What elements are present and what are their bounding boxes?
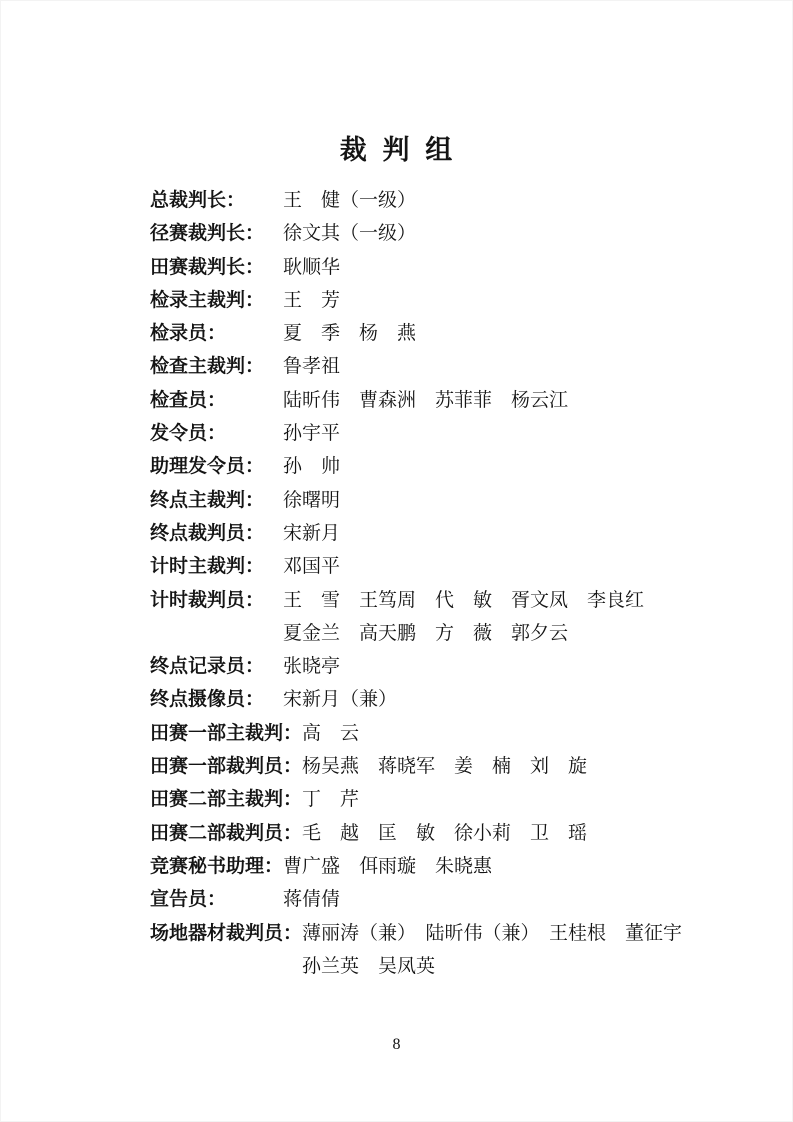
role-names	[283, 850, 492, 883]
names-line: 邓国平	[283, 556, 341, 578]
page-number: 8	[392, 1036, 401, 1053]
role-label: 总裁判长：	[150, 190, 246, 211]
role-names	[283, 650, 340, 683]
names-line: 孙 帅	[283, 456, 341, 478]
roster-row	[150, 417, 730, 450]
names-line: 孙兰英 吴凤英	[302, 955, 436, 977]
names-line: 耿顺华	[283, 256, 341, 278]
role-names	[283, 284, 340, 317]
names-line: 王 雪 王笃周 代 敏 胥文凤 李良红	[283, 589, 645, 611]
role-names	[283, 517, 340, 550]
roster-row	[150, 883, 730, 916]
names-line: 徐文其（一级）	[283, 223, 417, 245]
role-label: 终点摄像员：	[150, 689, 265, 711]
names-line: 宋新月（兼）	[283, 689, 398, 711]
role-label: 检录员：	[150, 323, 227, 345]
role-label: 竞赛秘书助理：	[150, 855, 284, 877]
names-line: 高 云	[302, 722, 360, 744]
page-title: 裁 判 组	[339, 135, 454, 165]
roster-row	[150, 317, 730, 350]
roster-row	[150, 584, 730, 651]
roster-row	[150, 517, 730, 550]
roster-row	[150, 450, 730, 483]
roster-row	[150, 783, 730, 816]
role-names	[283, 317, 416, 350]
names-line: 薄丽涛（兼） 陆昕伟（兼） 王桂根 董征宇	[302, 922, 683, 944]
role-names	[283, 450, 340, 483]
role-label: 宣告员：	[150, 889, 227, 911]
role-names	[283, 384, 568, 417]
role-names	[283, 683, 397, 716]
roster-row	[150, 850, 730, 883]
names-line: 宋新月	[283, 522, 341, 544]
roster	[150, 184, 730, 983]
role-label: 计时主裁判：	[150, 556, 265, 578]
roster-row	[150, 650, 730, 683]
role-names	[283, 550, 340, 583]
role-names	[302, 717, 359, 750]
role-label: 终点主裁判：	[150, 489, 265, 511]
role-label: 田赛裁判长：	[150, 256, 265, 278]
role-label: 终点记录员：	[150, 656, 265, 678]
role-label: 检查主裁判：	[150, 356, 265, 378]
role-names	[283, 251, 340, 284]
names-line: 王 芳	[283, 289, 341, 311]
roster-row	[150, 384, 730, 417]
roster-row	[150, 484, 730, 517]
role-names	[283, 417, 340, 450]
role-label: 场地器材裁判员：	[150, 922, 303, 944]
roster-row	[150, 184, 730, 217]
role-names	[302, 783, 359, 816]
names-line: 曹广盛 佴雨璇 朱晓惠	[283, 855, 493, 877]
names-line: 鲁孝祖	[283, 356, 341, 378]
names-line: 夏金兰 高天鹏 方 薇 郭夕云	[283, 622, 569, 644]
names-line: 杨吴燕 蒋晓军 姜 楠 刘 旋	[302, 756, 588, 778]
names-line: 蒋倩倩	[283, 889, 341, 911]
roster-row	[150, 251, 730, 284]
role-names	[302, 817, 587, 850]
role-names	[283, 484, 340, 517]
names-line: 毛 越 匡 敏 徐小莉 卫 瑶	[302, 822, 588, 844]
names-line: 夏 季 杨 燕	[283, 323, 417, 345]
role-label: 检录主裁判：	[150, 289, 265, 311]
roster-row	[150, 683, 730, 716]
names-line: 陆昕伟 曹森洲 苏菲菲 杨云江	[283, 389, 569, 411]
role-label: 田赛二部主裁判：	[150, 789, 303, 811]
role-label: 田赛一部裁判员：	[150, 756, 303, 778]
role-names	[283, 217, 416, 250]
roster-row	[150, 217, 730, 250]
role-label: 田赛二部裁判员：	[150, 822, 303, 844]
names-line: 张晓亭	[283, 656, 341, 678]
roster-row	[150, 350, 730, 383]
names-line: 徐曙明	[283, 489, 341, 511]
role-label: 计时裁判员：	[150, 589, 265, 611]
names-line: 王 健（一级）	[283, 190, 417, 211]
role-names	[283, 883, 340, 916]
role-names	[283, 350, 340, 383]
names-line: 丁 芹	[302, 789, 360, 811]
role-names	[302, 750, 587, 783]
names-line: 孙宇平	[283, 423, 341, 445]
role-names	[283, 184, 416, 217]
roster-row	[150, 284, 730, 317]
role-label: 助理发令员：	[150, 456, 265, 478]
roster-row	[150, 917, 730, 984]
roster-row	[150, 717, 730, 750]
role-label: 田赛一部主裁判：	[150, 722, 303, 744]
role-label: 径赛裁判长：	[150, 223, 265, 245]
roster-row	[150, 750, 730, 783]
role-label: 检查员：	[150, 389, 227, 411]
roster-row	[150, 550, 730, 583]
roster-row	[150, 817, 730, 850]
role-names	[283, 584, 644, 651]
role-names	[302, 917, 682, 984]
role-label: 终点裁判员：	[150, 522, 265, 544]
role-label: 发令员：	[150, 423, 227, 445]
